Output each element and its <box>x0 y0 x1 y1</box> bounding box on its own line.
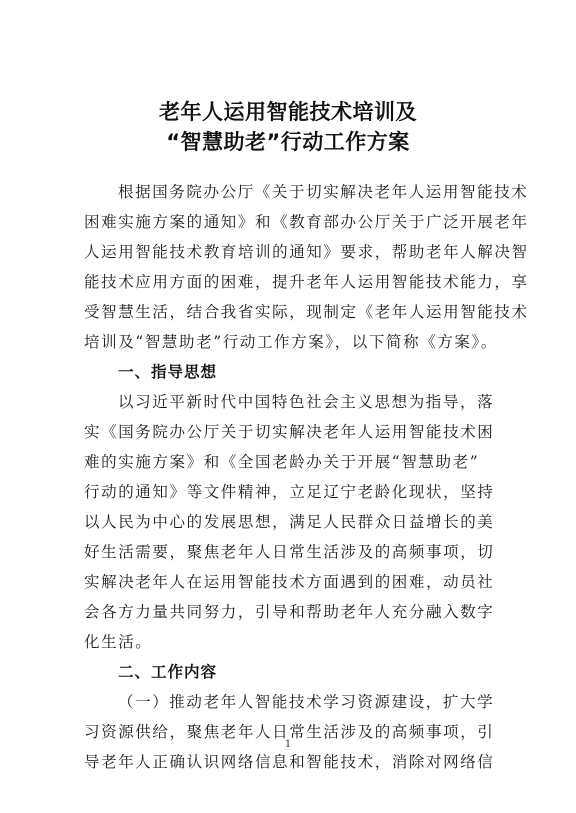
section1-line: 以习近平新时代中国特色社会主义思想为指导，落 <box>118 393 495 411</box>
page-number: 1 <box>284 739 292 750</box>
document-title-line-2: “智慧助老”行动工作方案 <box>166 130 410 154</box>
section-heading-guiding-ideology: 一、指导思想 <box>118 363 218 381</box>
section1-line: 实解决老年人在运用智能技术方面遇到的困难，动员社 <box>84 573 495 591</box>
section-heading-work-content: 二、工作内容 <box>118 663 218 681</box>
section2-line: （一）推动老年人智能技术学习资源建设，扩大学 <box>118 693 495 711</box>
section1-line: 实《国务院办公厅关于切实解决老年人运用智能技术困 <box>84 423 495 441</box>
intro-line: 培训及“智慧助老”行动工作方案》，以下简称《方案》。 <box>84 333 498 351</box>
section2-line: 习资源供给，聚焦老年人日常生活涉及的高频事项，引 <box>84 723 495 741</box>
intro-line: 能技术应用方面的困难，提升老年人运用智能技术能力，享 <box>84 273 529 291</box>
intro-line: 困难实施方案的通知》和《教育部办公厅关于广泛开展老年 <box>84 213 529 231</box>
section1-line: 会各方力量共同努力，引导和帮助老年人充分融入数字 <box>84 603 495 621</box>
intro-line: 根据国务院办公厅《关于切实解决老年人运用智能技术 <box>118 183 529 201</box>
section1-line: 难的实施方案》和《全国老龄办关于开展“智慧助老” <box>84 453 480 471</box>
section1-line: 化生活。 <box>84 633 153 651</box>
section2-line: 导老年人正确认识网络信息和智能技术，消除对网络信 <box>84 753 495 771</box>
intro-line: 受智慧生活，结合我省实际，现制定《老年人运用智能技术 <box>84 303 529 321</box>
intro-line: 人运用智能技术教育培训的通知》要求，帮助老年人解决智 <box>84 243 529 261</box>
section1-line: 以人民为中心的发展思想，满足人民群众日益增长的美 <box>84 513 495 531</box>
document-title-line-1: 老年人运用智能技术培训及 <box>159 100 417 124</box>
section1-line: 行动的通知》等文件精神，立足辽宁老龄化现状，坚持 <box>84 483 495 501</box>
section1-line: 好生活需要，聚焦老年人日常生活涉及的高频事项，切 <box>84 543 495 561</box>
